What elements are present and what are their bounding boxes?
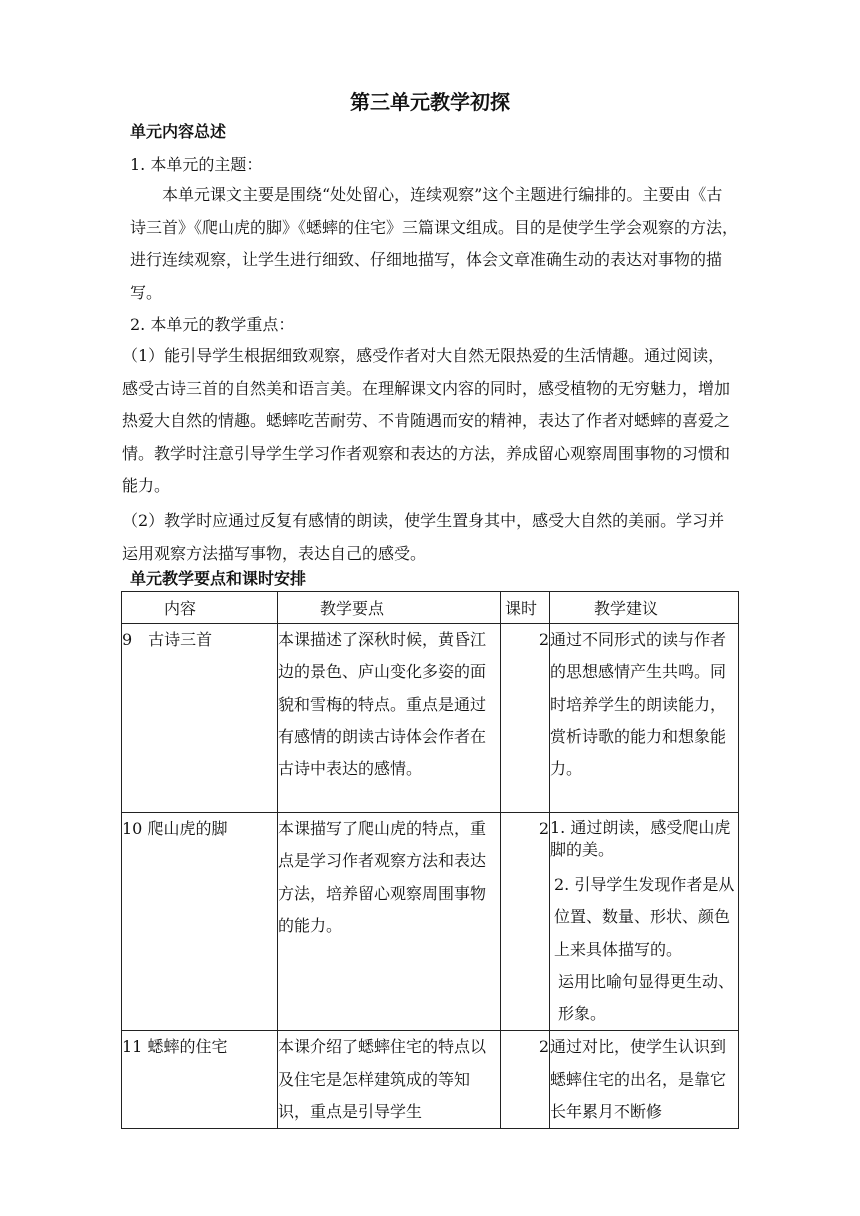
item-2-label: 2. 本单元的教学重点： xyxy=(130,315,295,334)
row-suggestion xyxy=(550,813,739,1031)
point-2-paragraph: （2）教学时应通过反复有感情的朗读，使学生置身其中，感受大自然的美丽。学习并运用观察方法描写事物，表达自己的感受。 xyxy=(122,511,725,563)
row-content: 9 古诗三首 xyxy=(122,624,278,813)
suggestion-item-1: 1. 通过朗读，感受爬山虎脚的美。 xyxy=(550,818,731,859)
suggestion-item-3: 运用比喻句显得更生动、形象。 xyxy=(558,971,735,1024)
row-points: 本课介绍了蟋蟀住宅的特点以及住宅是怎样建筑成的等知识，重点是引导学生 xyxy=(278,1031,501,1129)
row-hours: 2 xyxy=(501,1031,550,1129)
item-1-label: 1. 本单元的主题： xyxy=(130,155,263,174)
table-row xyxy=(122,1031,739,1129)
header-points: 教学要点 xyxy=(278,592,501,624)
row-content: 10 爬山虎的脚 xyxy=(122,813,278,1031)
lesson-table xyxy=(121,591,739,1129)
item-1-text: 本单元课文主要是围绕“处处留心，连续观察”这个主题进行编排的。主要由《古诗三首》《爬山虎的脚》《蟋蟀的住宅》三篇课文组成。目的是使学生学会观察的方法，进行连续观察，让学生进行细致、仔细地描写，体会文章准确生动的表达对事物的描写。 xyxy=(130,185,739,302)
row-suggestion: 通过对比，使学生认识到蟋蟀住宅的出名，是靠它长年累月不断修 xyxy=(550,1031,739,1129)
row-hours: 2 xyxy=(501,624,550,813)
row-hours: 2 xyxy=(501,813,550,1031)
section-heading-schedule: 单元教学要点和课时安排 xyxy=(130,569,307,588)
item-1-paragraph xyxy=(130,179,738,309)
row-content: 11 蟋蟀的住宅 xyxy=(122,1031,278,1129)
header-suggestion: 教学建议 xyxy=(550,592,739,624)
page-title: 第三单元教学初探 xyxy=(350,90,510,114)
section-heading-overview: 单元内容总述 xyxy=(130,122,227,141)
suggestion-item-2: 2. 引导学生发现作者是从位置、数量、形状、颜色上来具体描写的。 xyxy=(554,875,735,959)
table-row xyxy=(122,624,739,813)
point-1-paragraph: （1）能引导学生根据细致观察，感受作者对大自然无限热爱的生活情趣。通过阅读，感受古诗三首的自然美和语言美。在理解课文内容的同时，感受植物的无穷魅力，增加热爱大自然的情趣。蟋蟀吃苦耐劳、不肯随遇而安的精神，表达了作者对蟋蟀的喜爱之情。教学时注意引导学生学习作者观察和表达的方法，养成留心观察周围事物的习惯和能力。 xyxy=(122,346,731,495)
header-hours: 课时 xyxy=(501,592,550,624)
row-points: 本课描写了爬山虎的特点，重点是学习作者观察方法和表达方法，培养留心观察周围事物的能力。 xyxy=(278,813,501,1031)
table-row xyxy=(122,813,739,1031)
header-content: 内容 xyxy=(122,592,278,624)
table-header-row xyxy=(122,592,739,624)
row-suggestion: 通过不同形式的读与作者的思想感情产生共鸣。同时培养学生的朗读能力，赏析诗歌的能力和想象能力。 xyxy=(550,624,739,813)
row-points: 本课描述了深秋时候，黄昏江边的景色、庐山变化多姿的面貌和雪梅的特点。重点是通过有感情的朗读古诗体会作者在古诗中表达的感情。 xyxy=(278,624,501,813)
